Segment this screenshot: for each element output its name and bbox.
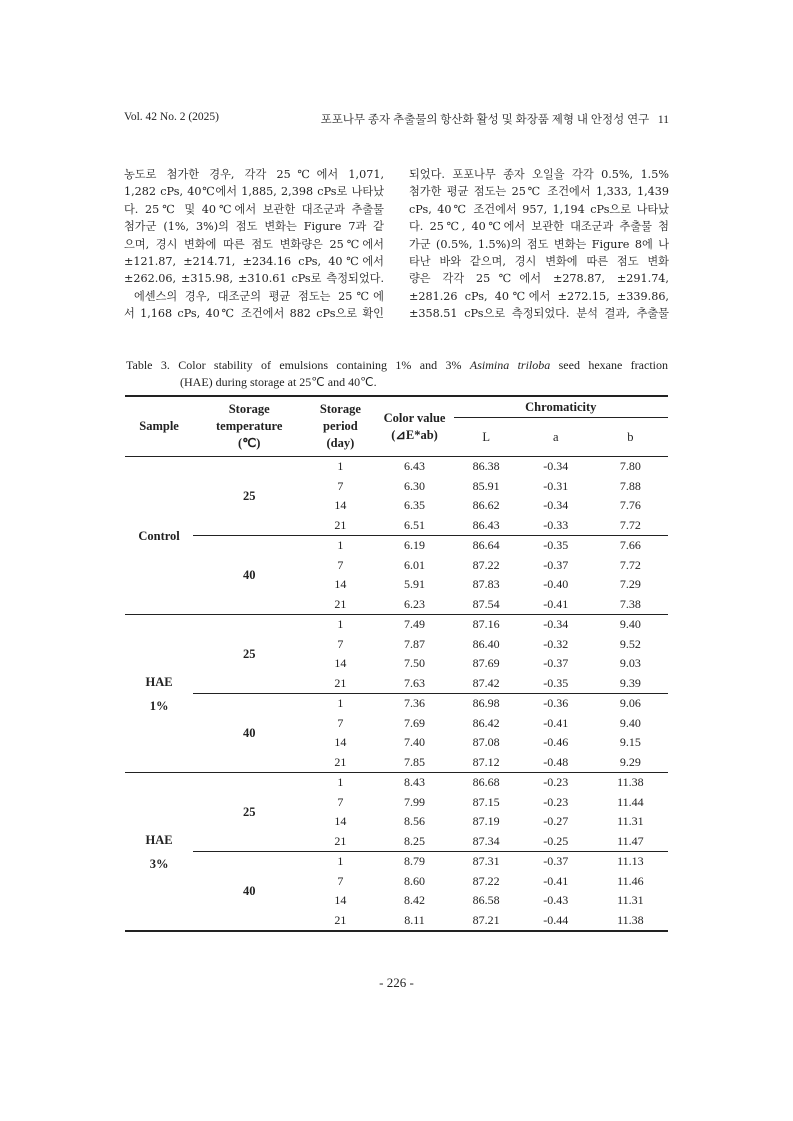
color-value-cell: 7.36 (375, 694, 453, 714)
color-value-cell: 7.87 (404, 636, 426, 651)
color-value-cell: 7.49 (375, 615, 453, 635)
period-cell: 21 (334, 754, 347, 769)
period-cell: 7 (337, 478, 344, 493)
text-line: 다. 25℃, 40℃에서 보관한 대조군과 추출물 첨 (409, 220, 669, 234)
journal-volume: Vol. 42 No. 2 (2025) (124, 111, 219, 123)
text-line: ±121.87, ±214.71, ±234.16 cPs, 40℃에서 (124, 255, 384, 269)
L-cell: 87.16 (454, 615, 519, 635)
color-value-cell: 7.63 (404, 675, 426, 690)
col-header-chromaticity: Chromaticity (454, 396, 668, 418)
a-cell: -0.33 (543, 517, 569, 532)
color-value-cell: 6.51 (404, 517, 426, 532)
period-cell: 14 (334, 814, 347, 829)
col-header-b: b (627, 429, 634, 444)
color-value-cell: 6.35 (404, 498, 426, 513)
col-header-period: Storage period (day) (305, 396, 375, 457)
b-cell: 11.38 (593, 911, 668, 932)
a-cell: -0.34 (519, 457, 593, 477)
text-line: 되었다. 포포나무 종자 오일을 각각 0.5%, 1.5% (409, 168, 669, 181)
L-cell: 86.42 (472, 715, 500, 730)
text-line: 농도로 첨가한 경우, 각각 25℃에서 1,071, (124, 168, 384, 181)
b-cell: 11.46 (617, 873, 644, 888)
a-cell: -0.44 (519, 911, 593, 932)
a-cell: -0.35 (543, 675, 569, 690)
color-value-cell: 8.56 (404, 814, 426, 829)
body-text (124, 166, 669, 323)
table-row (125, 694, 668, 714)
text-line: 량은 각각 25℃에서 ±278.87, ±291.74, (409, 272, 669, 286)
L-cell: 86.40 (472, 636, 500, 651)
L-cell: 87.12 (472, 754, 500, 769)
color-value-cell: 6.19 (375, 536, 453, 556)
color-stability-table (125, 395, 668, 932)
a-cell: -0.23 (543, 794, 569, 809)
b-cell: 9.15 (619, 735, 641, 750)
a-cell: -0.25 (543, 833, 569, 848)
period-cell: 1 (305, 852, 375, 872)
sample-label: Control (125, 457, 193, 615)
L-cell: 87.34 (472, 833, 500, 848)
a-cell: -0.41 (543, 715, 569, 730)
b-cell: 7.66 (593, 536, 668, 556)
sample-label: HAE 3% (125, 773, 193, 932)
a-cell: -0.41 (543, 596, 569, 611)
L-cell: 87.54 (472, 596, 500, 611)
text-line: ±262.06, ±315.98, ±310.61 cPs로 측정되었다. (124, 272, 384, 286)
b-cell: 9.03 (619, 656, 641, 671)
storage-temperature: 25 (193, 615, 305, 694)
b-cell: 7.38 (619, 596, 641, 611)
L-cell: 87.83 (472, 577, 500, 592)
period-cell: 21 (334, 833, 347, 848)
L-cell: 87.19 (472, 814, 500, 829)
period-cell: 7 (337, 636, 344, 651)
text-line: 타난 바와 같으며, 경시 변화에 따른 점도 변화 (409, 255, 669, 269)
period-cell: 7 (337, 715, 344, 730)
b-cell: 11.31 (617, 893, 644, 908)
table-row (125, 773, 668, 793)
period-cell: 7 (337, 557, 344, 572)
period-cell: 7 (337, 794, 344, 809)
b-cell: 9.39 (619, 675, 641, 690)
b-cell: 9.06 (593, 694, 668, 714)
text-line: 에센스의 경우, 대조군의 평균 점도는 25℃에 (134, 289, 384, 303)
a-cell: -0.46 (543, 735, 569, 750)
period-cell: 21 (334, 675, 347, 690)
color-value-cell: 7.69 (404, 715, 426, 730)
L-cell: 85.91 (472, 478, 500, 493)
L-cell: 87.15 (472, 794, 500, 809)
b-cell: 7.88 (619, 478, 641, 493)
b-cell: 9.29 (619, 754, 641, 769)
storage-temperature: 25 (193, 773, 305, 852)
b-cell: 11.44 (617, 794, 644, 809)
species-name: Asimina triloba (469, 358, 551, 372)
b-cell: 7.72 (619, 517, 641, 532)
a-cell: -0.37 (543, 656, 569, 671)
left-column (124, 166, 384, 323)
period-cell: 1 (305, 536, 375, 556)
a-cell: -0.40 (543, 577, 569, 592)
table-row (125, 536, 668, 556)
color-value-cell: 6.43 (375, 457, 453, 477)
table-body (125, 457, 668, 932)
b-cell: 7.72 (619, 557, 641, 572)
color-value-cell: 7.85 (404, 754, 426, 769)
L-cell: 86.38 (454, 457, 519, 477)
col-header-L: L (482, 429, 490, 444)
color-value-cell: 8.79 (375, 852, 453, 872)
L-cell: 87.08 (472, 735, 500, 750)
right-column (409, 166, 669, 323)
text-line: 다. 25℃ 및 40℃에서 보관한 대조군과 추출물 (124, 202, 384, 216)
text-line: ±358.51 cPs으로 측정되었다. 분석 결과, 추출물 (409, 307, 669, 321)
a-cell: -0.34 (519, 615, 593, 635)
b-cell: 11.13 (593, 852, 668, 872)
period-cell: 1 (305, 773, 375, 793)
period-cell: 14 (334, 893, 347, 908)
storage-temperature: 40 (193, 536, 305, 615)
b-cell: 9.40 (593, 615, 668, 635)
text-line: 으며, 경시 변화에 따른 점도 변화량은 25℃에서 (124, 237, 384, 251)
period-cell: 14 (334, 498, 347, 513)
b-cell: 7.76 (619, 498, 641, 513)
a-cell: -0.41 (543, 873, 569, 888)
storage-temperature: 40 (193, 694, 305, 773)
a-cell: -0.23 (519, 773, 593, 793)
text-line: 1,282 cPs, 40℃에서 1,885, 2,398 cPs로 나타났 (124, 185, 384, 199)
storage-temperature: 25 (193, 457, 305, 536)
storage-temperature: 40 (193, 852, 305, 932)
b-cell: 9.52 (619, 636, 641, 651)
a-cell: -0.32 (543, 636, 569, 651)
a-cell: -0.35 (519, 536, 593, 556)
a-cell: -0.27 (543, 814, 569, 829)
period-cell: 14 (334, 735, 347, 750)
color-value-cell: 8.60 (404, 873, 426, 888)
color-value-cell: 6.01 (404, 557, 426, 572)
col-header-color-value: Color value (⊿E*ab) (375, 396, 453, 457)
L-cell: 87.21 (454, 911, 519, 932)
a-cell: -0.37 (519, 852, 593, 872)
header-page-number: 11 (657, 114, 669, 126)
period-cell: 1 (305, 694, 375, 714)
L-cell: 86.68 (454, 773, 519, 793)
period-cell: 21 (334, 517, 347, 532)
L-cell: 86.98 (454, 694, 519, 714)
col-header-sample: Sample (125, 396, 193, 457)
period-cell: 1 (305, 615, 375, 635)
table-row (125, 852, 668, 872)
b-cell: 7.80 (593, 457, 668, 477)
a-cell: -0.43 (543, 893, 569, 908)
L-cell: 86.64 (454, 536, 519, 556)
text-line: 첨가군 (1%, 3%)의 점도 변화는 Figure 7과 같 (124, 220, 384, 234)
period-cell: 14 (334, 577, 347, 592)
text-line: cPs, 40℃ 조건에서 957, 1,194 cPs으로 나타났 (409, 202, 669, 216)
period-cell: 21 (305, 911, 375, 932)
b-cell: 11.38 (593, 773, 668, 793)
a-cell: -0.37 (543, 557, 569, 572)
col-header-temperature: Storage temperature (℃) (193, 396, 305, 457)
color-value-cell: 8.25 (404, 833, 426, 848)
color-value-cell: 7.50 (404, 656, 426, 671)
col-header-a: a (552, 429, 559, 444)
color-value-cell: 6.30 (404, 478, 426, 493)
a-cell: -0.36 (519, 694, 593, 714)
table-row (125, 457, 668, 477)
color-value-cell: 5.91 (404, 577, 426, 592)
color-value-cell: 7.99 (404, 794, 426, 809)
text-line: 서 1,168 cPs, 40℃ 조건에서 882 cPs으로 확인 (124, 307, 384, 321)
color-value-cell: 8.42 (404, 893, 426, 908)
period-cell: 1 (305, 457, 375, 477)
L-cell: 87.42 (472, 675, 500, 690)
L-cell: 87.22 (472, 873, 500, 888)
a-cell: -0.48 (543, 754, 569, 769)
period-cell: 14 (334, 656, 347, 671)
period-cell: 7 (337, 873, 344, 888)
L-cell: 86.58 (472, 893, 500, 908)
b-cell: 7.29 (619, 577, 641, 592)
a-cell: -0.31 (543, 478, 569, 493)
L-cell: 87.22 (472, 557, 500, 572)
table-caption: Table 3. Color stability of emulsions containing 1% and 3% Asimina triloba seed hexane fraction (HAE) during storage at 25℃ and 40℃. (126, 358, 668, 389)
L-cell: 87.31 (454, 852, 519, 872)
b-cell: 11.31 (617, 814, 644, 829)
b-cell: 9.40 (619, 715, 641, 730)
page-number: - 226 - (379, 975, 414, 990)
a-cell: -0.34 (543, 498, 569, 513)
text-line: 첨가한 평균 점도는 25℃ 조건에서 1,333, 1,439 (409, 185, 669, 199)
text-line: 가군 (0.5%, 1.5%)의 점도 변화는 Figure 8에 나 (409, 237, 669, 251)
running-title: 포포나무 종자 추출물의 항산화 활성 및 화장품 제형 내 안정성 연구 11 (320, 114, 669, 126)
L-cell: 87.69 (472, 656, 500, 671)
b-cell: 11.47 (617, 833, 644, 848)
color-value-cell: 8.43 (375, 773, 453, 793)
text-line: ±281.26 cPs, 40℃에서 ±272.15, ±339.86, (409, 289, 669, 303)
sample-label: HAE 1% (125, 615, 193, 773)
L-cell: 86.62 (472, 498, 500, 513)
color-value-cell: 8.11 (375, 911, 453, 932)
L-cell: 86.43 (472, 517, 500, 532)
period-cell: 21 (334, 596, 347, 611)
color-value-cell: 6.23 (404, 596, 426, 611)
color-value-cell: 7.40 (404, 735, 426, 750)
table-row (125, 615, 668, 635)
